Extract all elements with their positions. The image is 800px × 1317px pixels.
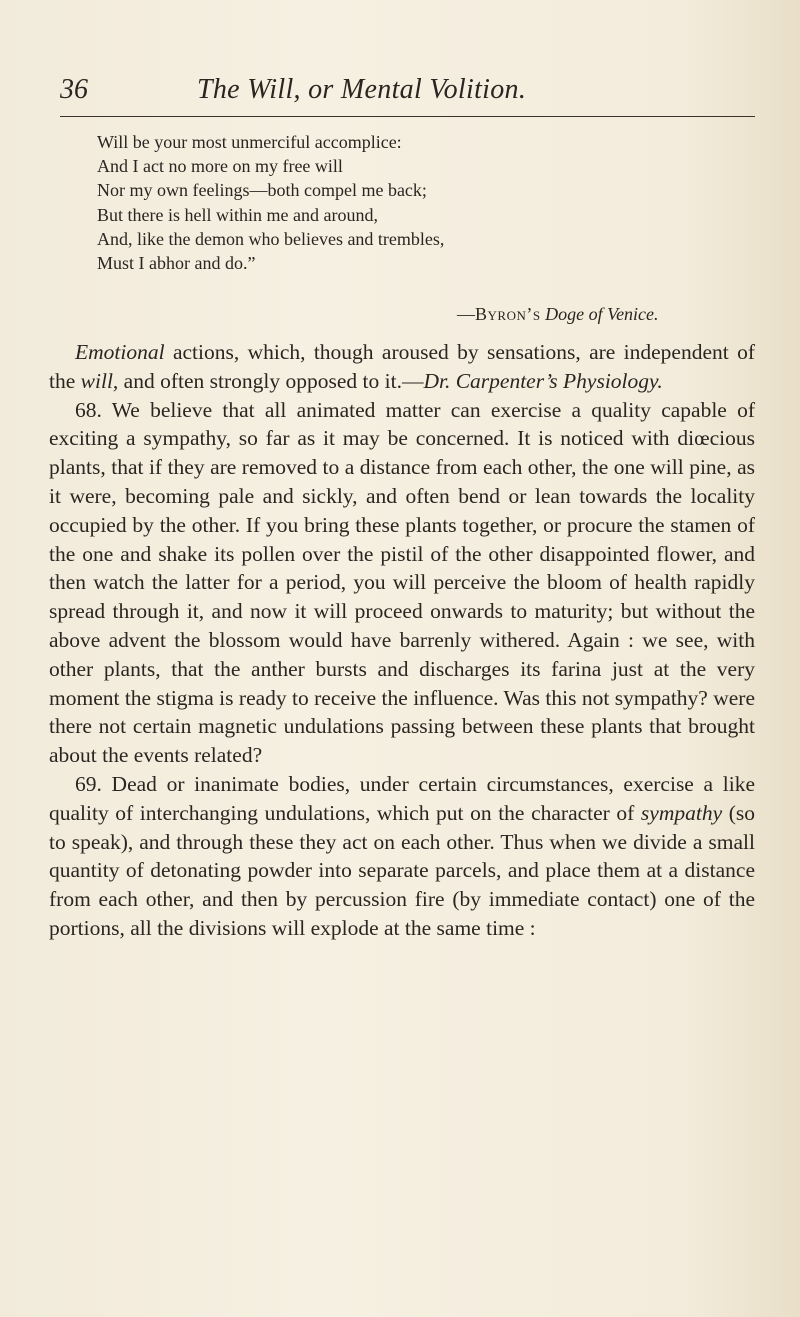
attribution-author: Byron’s <box>475 304 541 324</box>
paragraph-text: 69. Dead or inanimate bodies, under certain circumstances, exercise a like quality of interchanging undulations, which put on the character of <box>49 771 755 825</box>
poem-line: Must I abhor and do.” <box>97 252 256 273</box>
attribution-work: Doge of Venice. <box>545 304 659 324</box>
emphasis-sympathy: sympathy <box>640 800 723 825</box>
poem-line: But there is hell within me and around, <box>97 204 378 225</box>
paragraph-text: actions, which, though aroused by sensations, are independent of the <box>49 340 755 393</box>
paragraph-69 <box>49 770 755 943</box>
citation-carpenter: Dr. Carpenter’s Physiology. <box>423 368 663 393</box>
header-rule <box>60 116 755 117</box>
page-number: 36 <box>60 74 88 105</box>
paragraph-text: (so to speak), and through these they act on each other. Thus when we divide a small quantity of detonating powder into separate parcels, and place them at a distance from each other, and then by percussion fire (by immediate contact) one of the portions, all the divisions will explode at the same time : <box>49 800 755 940</box>
emphasis-emotional: Emotional <box>75 340 165 364</box>
poem-attribution <box>457 304 659 325</box>
paragraph-text: and often strongly opposed to it.— <box>118 368 424 393</box>
body-text <box>49 338 755 943</box>
paragraph-68: 68. We believe that all animated matter can exercise a quality capable of exciting a sympathy, so far as it may be concerned. It is noticed with diœcious plants, that if they are removed to a distance from each other, the one will pine, as it were, becoming pale and sickly, and often bend or lean towards the locality occupied by the other. If you bring these plants together, or procure the stamen of the one and shake its pollen over the pistil of the other disappointed flower, and then watch the latter for a period, you will perceive the bloom of health rapidly spread through it, and now it will proceed onwards to maturity; but without the above advent the blossom would have barrenly withered. Again : we see, with other plants, that the anther bursts and discharges its farina just at the very moment the stigma is ready to receive the influence. Was this not sympathy? were there not certain magnetic undulations passing between these plants that brought about the events related? <box>49 397 755 768</box>
poem-line: And, like the demon who believes and trembles, <box>97 228 445 249</box>
emphasis-will: will, <box>80 368 119 393</box>
page-header <box>60 74 760 114</box>
running-head: The Will, or Mental Volition. <box>197 74 527 105</box>
poem-line: Nor my own feelings—both compel me back; <box>97 180 427 201</box>
attribution-dash: — <box>457 304 475 324</box>
paragraph-emotional-actions <box>49 338 755 396</box>
poem-quotation <box>97 130 757 275</box>
poem-line: Will be your most unmerciful accomplice: <box>97 132 402 152</box>
poem-line: And I act no more on my free will <box>97 156 343 177</box>
